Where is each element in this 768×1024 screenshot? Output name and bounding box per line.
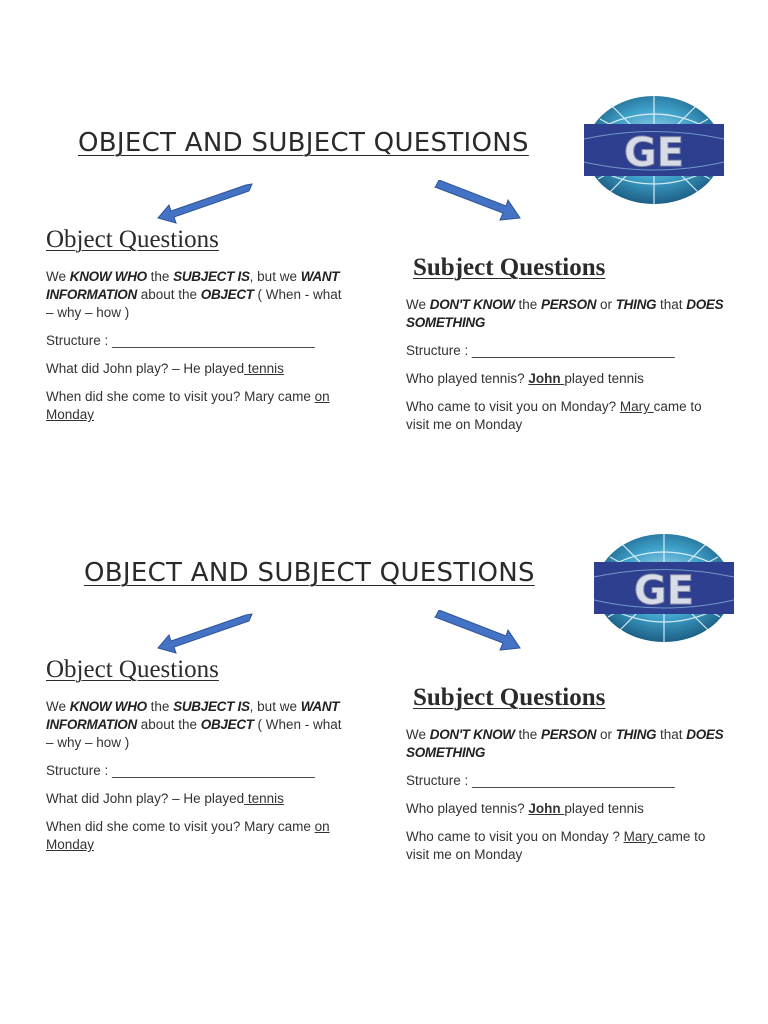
svg-text:GE: GE: [623, 130, 685, 176]
svg-text:GE: GE: [633, 568, 695, 614]
subject-definition: We DON'T KNOW the PERSON or THING that DOES SOMETHING: [406, 727, 724, 760]
subject-questions-heading: Subject Questions: [413, 254, 606, 281]
worksheet-block-2: [0, 430, 768, 860]
subject-example-2: Who came to visit you on Monday ? Mary came to visit me on Monday: [406, 829, 706, 862]
arrow-left-down-icon: [156, 180, 256, 224]
subject-structure-line: Structure : ___________________________: [406, 773, 675, 788]
ge-globe-logo: [580, 94, 728, 206]
object-questions-column: [46, 698, 351, 864]
subject-questions-heading: Subject Questions: [413, 684, 606, 711]
page-title: OBJECT AND SUBJECT QUESTIONS: [78, 128, 529, 158]
object-questions-heading: Object Questions: [46, 656, 219, 683]
subject-questions-column: [406, 296, 726, 444]
subject-example-2: Who came to visit you on Monday? Mary came to visit me on Monday: [406, 399, 702, 432]
object-definition: We KNOW WHO the SUBJECT IS, but we WANT INFORMATION about the OBJECT ( When - what – why – how ): [46, 269, 342, 320]
object-questions-column: [46, 268, 351, 434]
object-questions-heading: Object Questions: [46, 226, 219, 253]
object-structure-line: Structure : ___________________________: [46, 763, 315, 778]
subject-questions-column: [406, 726, 726, 874]
subject-example-1: Who played tennis? John played tennis: [406, 801, 644, 816]
subject-structure-line: Structure : ___________________________: [406, 343, 675, 358]
arrow-right-down-icon: [432, 180, 524, 224]
object-example-1: What did John play? – He played tennis: [46, 791, 284, 806]
page-title: OBJECT AND SUBJECT QUESTIONS: [84, 558, 535, 588]
arrow-left-down-icon: [156, 610, 256, 654]
object-structure-line: Structure : ___________________________: [46, 333, 315, 348]
worksheet-block-1: [0, 0, 768, 430]
subject-example-1: Who played tennis? John played tennis: [406, 371, 644, 386]
object-example-2: When did she come to visit you? Mary came on Monday: [46, 389, 330, 422]
object-definition: We KNOW WHO the SUBJECT IS, but we WANT INFORMATION about the OBJECT ( When - what – why – how ): [46, 699, 342, 750]
object-example-1: What did John play? – He played tennis: [46, 361, 284, 376]
object-example-2: When did she come to visit you? Mary came on Monday: [46, 819, 330, 852]
subject-definition: We DON'T KNOW the PERSON or THING that DOES SOMETHING: [406, 297, 724, 330]
ge-globe-logo: [590, 532, 738, 644]
arrow-right-down-icon: [432, 610, 524, 654]
